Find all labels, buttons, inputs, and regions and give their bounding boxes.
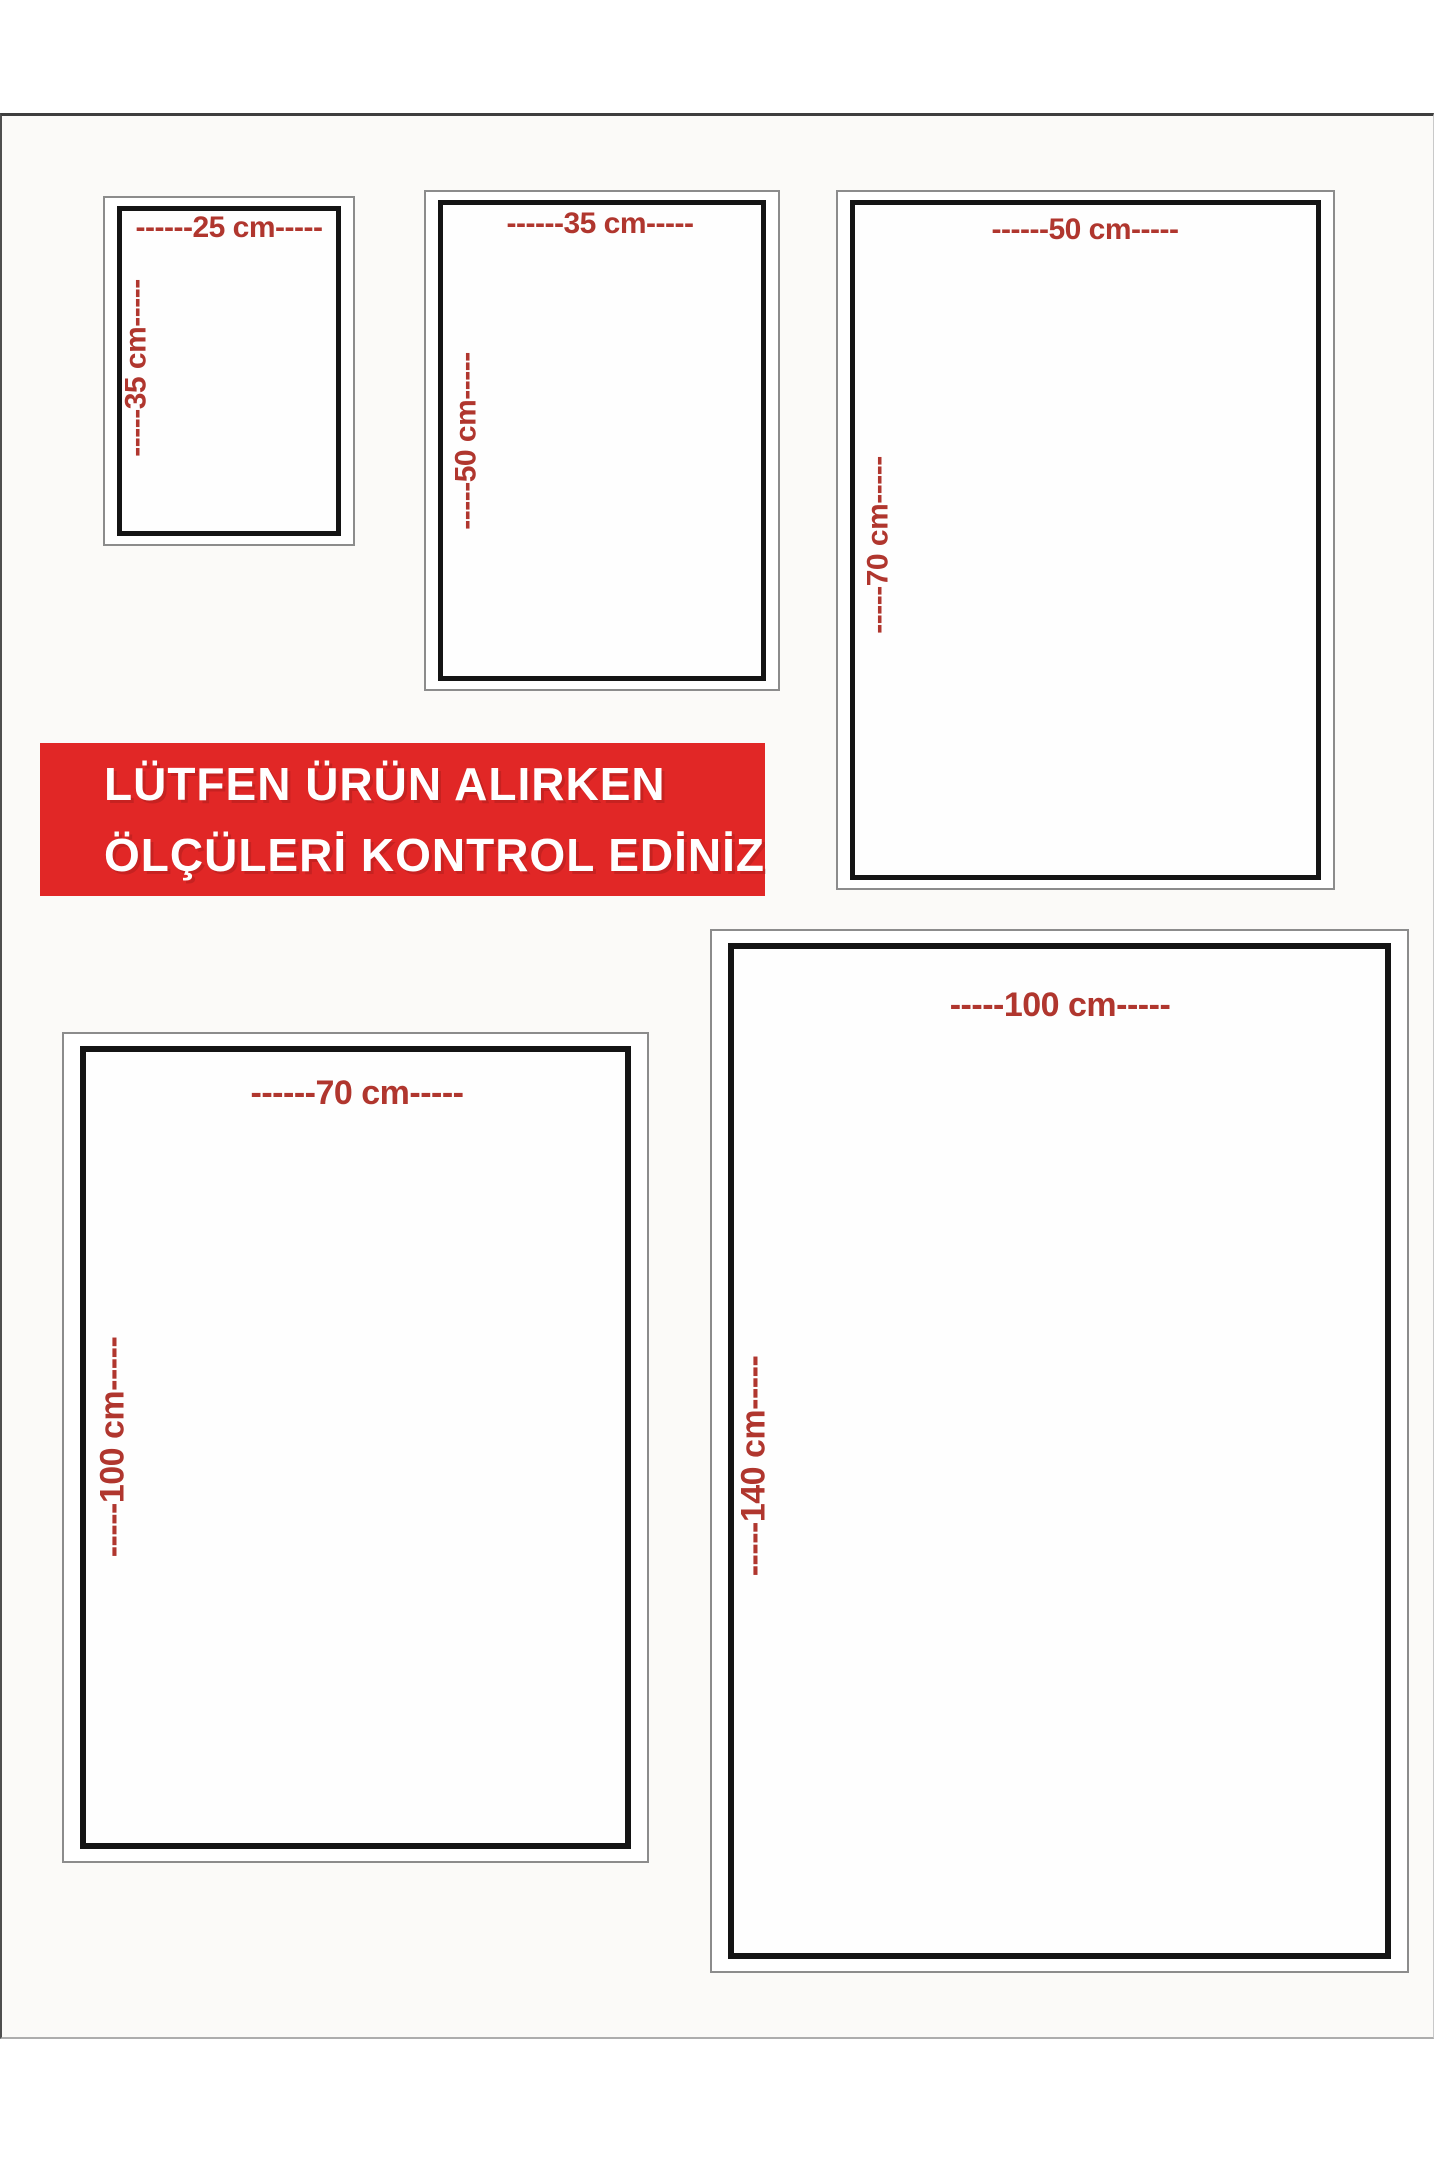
warning-banner-line1: LÜTFEN ÜRÜN ALIRKEN: [104, 757, 666, 810]
dimension-label: -----100 cm-----: [949, 986, 1171, 1024]
dimension-label: ------50 cm-----: [991, 213, 1179, 246]
dimension-label: ------35 cm-----: [506, 207, 694, 240]
warning-banner-line2: ÖLÇÜLERİ KONTROL EDİNİZ: [104, 828, 766, 881]
dimension-label: ------70 cm-----: [250, 1074, 464, 1112]
dimension-label: ------25 cm-----: [135, 211, 323, 244]
dimension-label: -----140 cm-----: [734, 1355, 773, 1577]
dimension-label: -----100 cm-----: [93, 1336, 132, 1558]
warning-banner: [40, 743, 765, 896]
dimension-label: -----35 cm-----: [120, 279, 153, 457]
dimension-label: -----50 cm-----: [450, 352, 483, 530]
size-box-70x100-frame: [80, 1046, 631, 1849]
size-box-50x70: [836, 190, 1335, 890]
dimension-label: -----70 cm-----: [862, 456, 895, 634]
size-box-100x140-frame: [728, 943, 1391, 1959]
size-box-35x50-frame: [438, 200, 766, 681]
size-box-50x70-frame: [850, 200, 1321, 880]
size-box-100x140: [710, 929, 1409, 1973]
size-box-70x100: [62, 1032, 649, 1863]
